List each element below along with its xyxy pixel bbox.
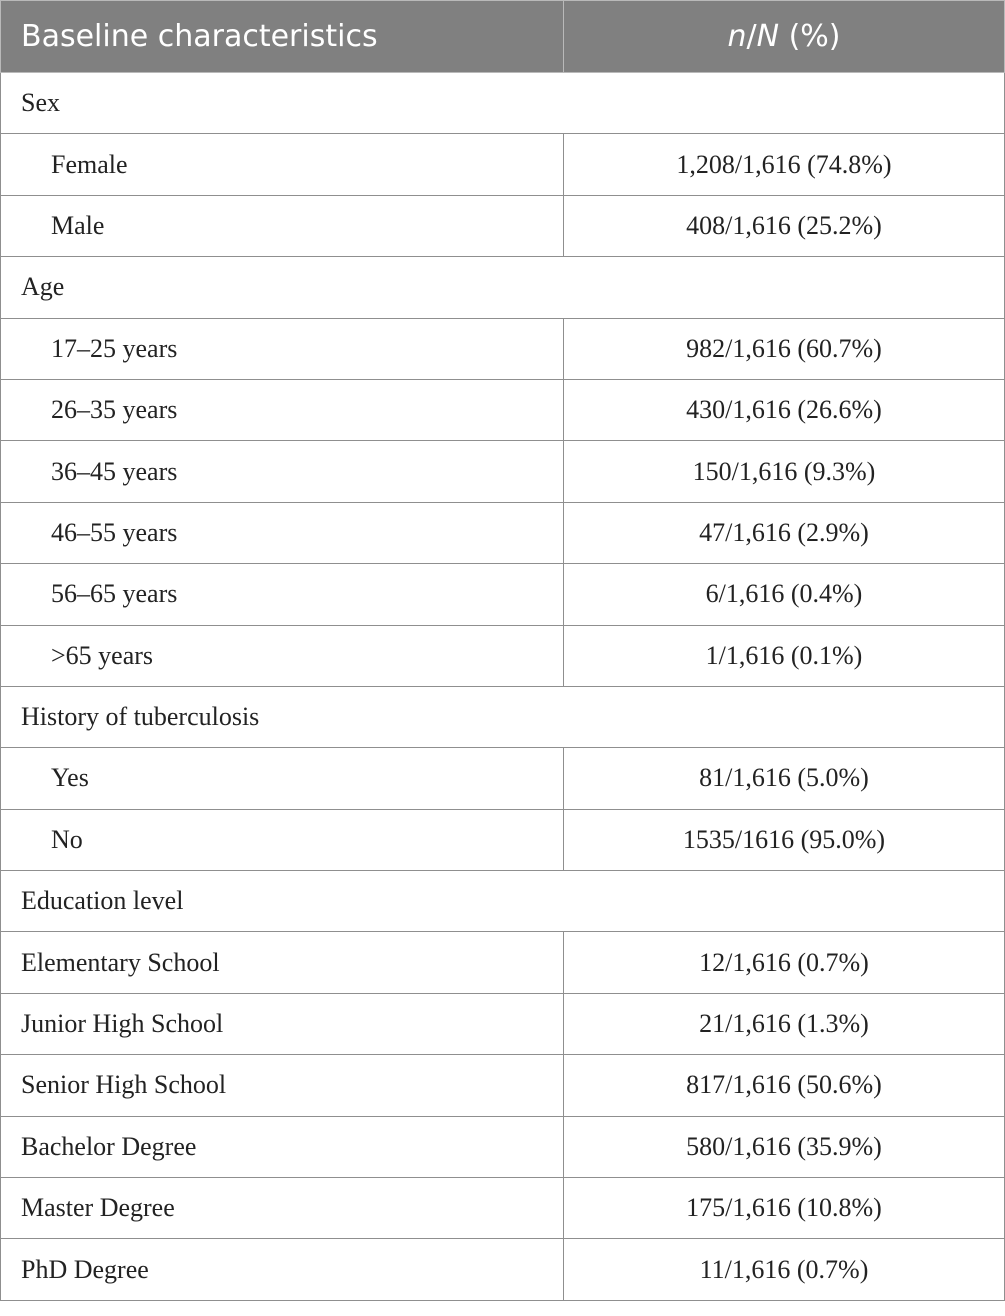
row-value: 1535/1616 (95.0%) <box>564 809 1005 870</box>
row-label: Junior High School <box>1 993 564 1054</box>
header-n-over-n-percent <box>564 1 1005 73</box>
category-label: Age <box>1 257 1005 318</box>
row-value: 47/1,616 (2.9%) <box>564 502 1005 563</box>
header-percent: (%) <box>779 19 841 54</box>
row-value: 12/1,616 (0.7%) <box>564 932 1005 993</box>
row-label: PhD Degree <box>1 1239 564 1300</box>
table-row <box>1 564 1005 625</box>
table-row <box>1 134 1005 195</box>
table-row <box>1 809 1005 870</box>
header-n-small: n <box>727 19 747 54</box>
row-value: 21/1,616 (1.3%) <box>564 993 1005 1054</box>
row-label: Female <box>1 134 564 195</box>
table-row <box>1 379 1005 440</box>
row-label: Master Degree <box>1 1178 564 1239</box>
row-value: 430/1,616 (26.6%) <box>564 379 1005 440</box>
row-label: 46–55 years <box>1 502 564 563</box>
row-value: 175/1,616 (10.8%) <box>564 1178 1005 1239</box>
table-row <box>1 502 1005 563</box>
header-row <box>1 1 1005 73</box>
header-baseline-characteristics: Baseline characteristics <box>1 1 564 73</box>
row-label: 56–65 years <box>1 564 564 625</box>
table-row <box>1 1178 1005 1239</box>
category-label: Sex <box>1 73 1005 134</box>
table-row <box>1 318 1005 379</box>
row-value: 580/1,616 (35.9%) <box>564 1116 1005 1177</box>
row-label: No <box>1 809 564 870</box>
category-row-education-level <box>1 871 1005 932</box>
category-row-history-of-tuberculosis <box>1 686 1005 747</box>
row-value: 817/1,616 (50.6%) <box>564 1055 1005 1116</box>
row-label: 26–35 years <box>1 379 564 440</box>
row-label: 17–25 years <box>1 318 564 379</box>
row-label: >65 years <box>1 625 564 686</box>
category-label: Education level <box>1 871 1005 932</box>
row-label: Male <box>1 195 564 256</box>
row-value: 150/1,616 (9.3%) <box>564 441 1005 502</box>
table-row <box>1 195 1005 256</box>
category-row-age <box>1 257 1005 318</box>
table-row <box>1 932 1005 993</box>
header-n-large: N <box>756 19 780 54</box>
row-value: 81/1,616 (5.0%) <box>564 748 1005 809</box>
row-value: 6/1,616 (0.4%) <box>564 564 1005 625</box>
table-row <box>1 993 1005 1054</box>
table-row <box>1 625 1005 686</box>
row-label: Senior High School <box>1 1055 564 1116</box>
row-value: 982/1,616 (60.7%) <box>564 318 1005 379</box>
table-row <box>1 1116 1005 1177</box>
row-label: Bachelor Degree <box>1 1116 564 1177</box>
category-row-sex <box>1 73 1005 134</box>
table-row <box>1 1055 1005 1116</box>
row-value: 1/1,616 (0.1%) <box>564 625 1005 686</box>
row-value: 408/1,616 (25.2%) <box>564 195 1005 256</box>
table-row <box>1 441 1005 502</box>
table-row <box>1 1239 1005 1300</box>
header-slash: / <box>746 19 757 54</box>
row-label: Elementary School <box>1 932 564 993</box>
table-row <box>1 748 1005 809</box>
row-value: 11/1,616 (0.7%) <box>564 1239 1005 1300</box>
category-label: History of tuberculosis <box>1 686 1005 747</box>
row-label: Yes <box>1 748 564 809</box>
row-label: 36–45 years <box>1 441 564 502</box>
row-value: 1,208/1,616 (74.8%) <box>564 134 1005 195</box>
